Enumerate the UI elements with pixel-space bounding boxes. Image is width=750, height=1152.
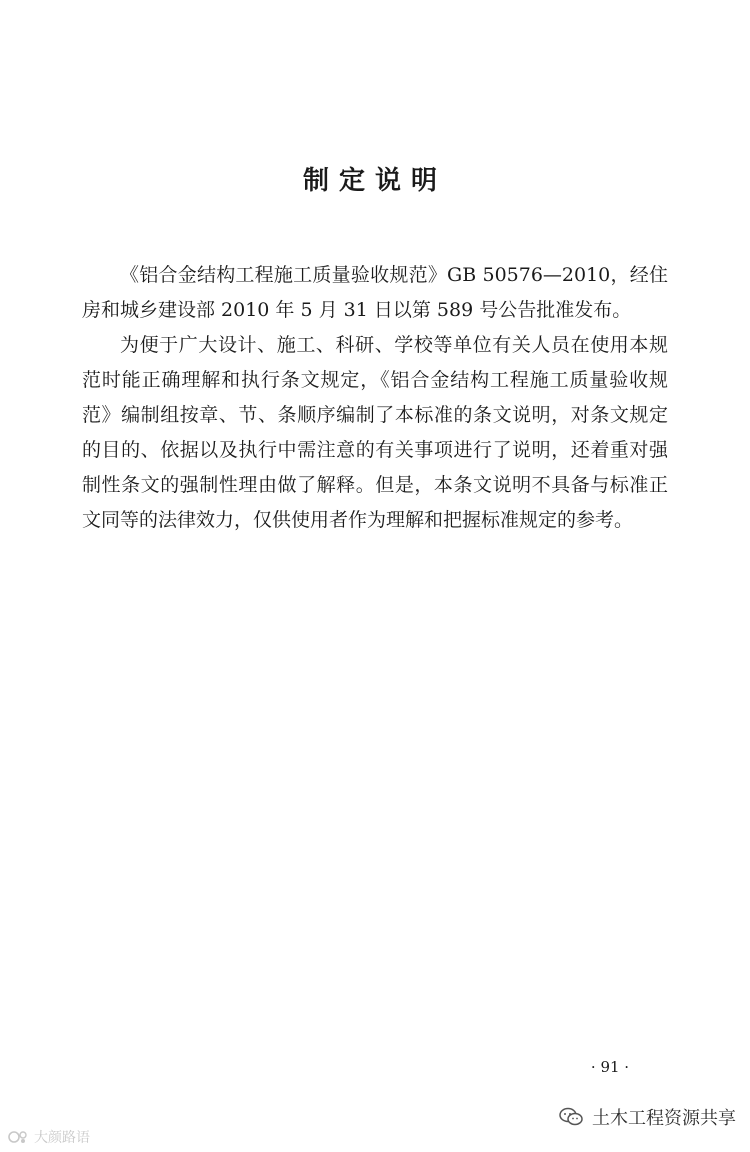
watermark-left-text: 大颜路语: [34, 1130, 90, 1146]
wechat-channel-icon: [558, 1106, 584, 1128]
document-body: [82, 258, 668, 538]
paragraph-2: 为便于广大设计、施工、科研、学校等单位有关人员在使用本规范时能正确理解和执行条文规定，《铝合金结构工程施工质量验收规范》编制组按章、节、条顺序编制了本标准的条文说明，对条文规定的目的、依据以及执行中需注意的有关事项进行了说明，还着重对强制性条文的强制性理由做了解释。但是，本条文说明不具备与标准正文同等的法律效力，仅供使用者作为理解和把握标准规定的参考。: [82, 334, 668, 531]
watermark-right: [558, 1102, 736, 1132]
camera-logo-icon: [8, 1129, 30, 1145]
page-number: · 91 ·: [590, 1058, 630, 1076]
watermark-right-text: 土木工程资源共享: [592, 1108, 736, 1129]
page-title: 制定说明: [302, 166, 447, 196]
paragraph-1: 《铝合金结构工程施工质量验收规范》GB 50576—2010，经住房和城乡建设部 2010 年 5 月 31 日以第 589 号公告批准发布。: [82, 264, 668, 321]
watermark-left: [8, 1125, 90, 1149]
